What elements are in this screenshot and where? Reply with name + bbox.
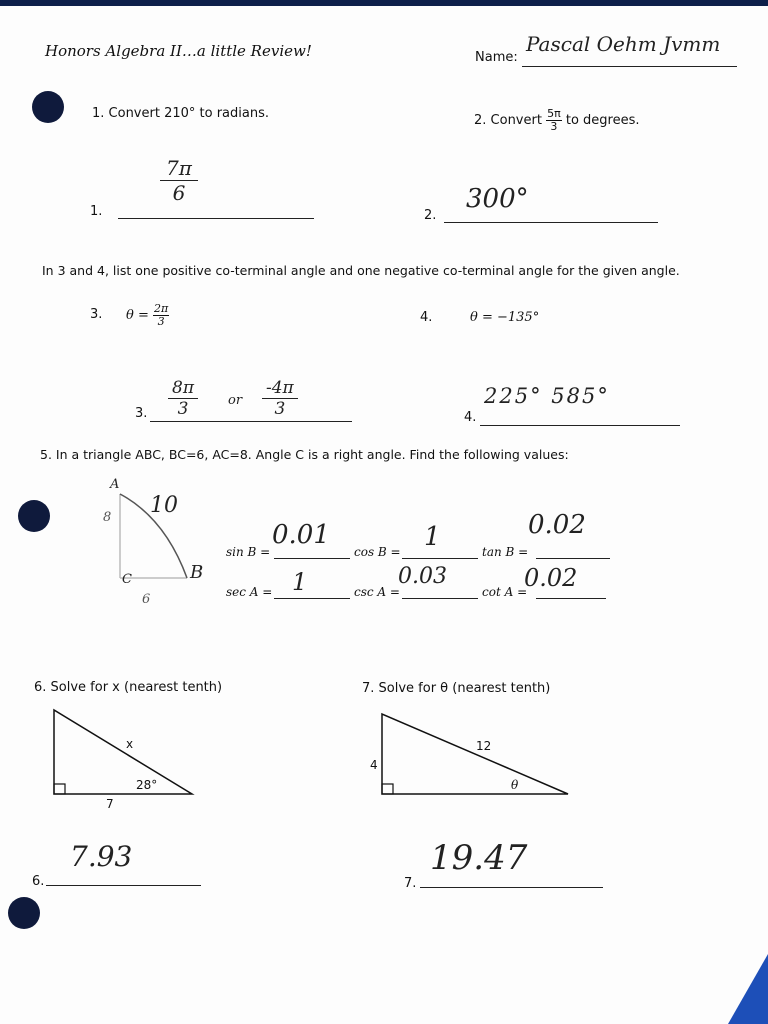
- q6-side-x: x: [126, 737, 134, 751]
- q1-prompt: 1. Convert 210° to radians.: [92, 106, 269, 121]
- q2-prompt: [474, 108, 640, 133]
- cot-a-line: [536, 598, 606, 599]
- csc-a-line: [402, 598, 478, 599]
- q6-answer-label: 6.: [32, 874, 45, 889]
- q1-answer-num: 7π: [160, 156, 198, 181]
- csc-a-label: csc A =: [354, 585, 400, 599]
- cos-b-line: [402, 558, 478, 559]
- q2-answer-label: 2.: [424, 208, 437, 223]
- q7-answer-line: [420, 887, 603, 888]
- q2-prefix: 2. Convert: [474, 113, 542, 129]
- name-line: [522, 66, 737, 67]
- q6-right-angle-mark: [54, 784, 65, 794]
- q4-answer-line: [480, 425, 680, 426]
- binder-hole-bottom: [8, 897, 40, 929]
- q3-answer-a-den: 3: [177, 399, 189, 419]
- q3-frac-den: 3: [157, 315, 165, 329]
- q1-answer: [160, 156, 198, 205]
- q2-frac-den: 3: [550, 120, 558, 134]
- q7-answer: 19.47: [430, 838, 528, 878]
- q1-answer-den: 6: [172, 181, 186, 205]
- sin-b-value: 0.01: [272, 520, 330, 550]
- q5-side-bc: 6: [142, 592, 151, 607]
- q5-side-ac: 8: [103, 510, 112, 525]
- q2-suffix: to degrees.: [565, 113, 640, 129]
- q3-frac-num: 2π: [154, 302, 169, 315]
- q1-answer-label: 1.: [90, 204, 103, 219]
- cos-b-label: cos B =: [354, 545, 401, 559]
- sec-a-value: 1: [292, 568, 308, 596]
- q3-answer-line: [150, 421, 352, 422]
- tan-b-label: tan B =: [482, 545, 529, 559]
- q3-answer-b: [262, 378, 298, 419]
- page-corner: [728, 954, 768, 1024]
- student-name: Pascal Oehm Jvmm: [526, 32, 721, 56]
- binder-hole-top: [32, 91, 64, 123]
- q4-answer-label: 4.: [464, 410, 477, 425]
- q7-answer-label: 7.: [404, 876, 417, 891]
- q3-answer-label: 3.: [135, 406, 148, 421]
- q5-prompt: 5. In a triangle ABC, BC=6, AC=8. Angle C is a right angle. Find the following values:: [40, 447, 569, 462]
- q2-answer-line: [444, 222, 658, 223]
- q5-vertex-b: B: [190, 562, 204, 583]
- q2-frac-num: 5π: [547, 107, 561, 120]
- q2-fraction: [546, 108, 562, 133]
- q6-side-base: 7: [106, 797, 114, 811]
- sin-b-line: [274, 558, 350, 559]
- q7-right-angle-mark: [382, 784, 393, 794]
- q3-answer-b-den: 3: [274, 399, 286, 419]
- q7-side-hyp: 12: [476, 739, 492, 753]
- worksheet-title: Honors Algebra II…a little Review!: [45, 42, 312, 60]
- top-edge: [0, 0, 768, 6]
- q7-side-left: 4: [370, 758, 378, 772]
- sec-a-line: [274, 598, 350, 599]
- q4-answer: 225° 585°: [484, 384, 610, 408]
- cos-b-value: 1: [424, 522, 441, 552]
- q3-expression: [126, 303, 169, 328]
- q4-label: 4.: [420, 310, 433, 325]
- q4-expression: θ = −135°: [470, 310, 540, 325]
- binder-hole-middle: [18, 500, 50, 532]
- tan-b-line: [536, 558, 610, 559]
- name-label: Name:: [475, 50, 518, 65]
- q3-answer-a-num: 8π: [168, 378, 198, 399]
- q5-vertex-c: C: [122, 572, 132, 587]
- q7-angle: θ: [511, 778, 519, 792]
- sec-a-label: sec A =: [226, 585, 273, 599]
- q3-answer-a: [168, 378, 198, 419]
- q6-answer: 7.93: [70, 840, 133, 873]
- csc-a-value: 0.03: [398, 564, 447, 589]
- q7-triangle-outline: [382, 714, 568, 794]
- q3-answer-b-num: -4π: [262, 378, 298, 399]
- instructions-3-4: In 3 and 4, list one positive co-terminal angle and one negative co-terminal angle for the given angle.: [42, 263, 680, 278]
- sin-b-label: sin B =: [226, 545, 271, 559]
- q3-expr-prefix: θ =: [126, 308, 149, 324]
- q6-triangle: [50, 708, 200, 803]
- q6-triangle-outline: [54, 710, 192, 794]
- q3-answer-or: or: [228, 393, 243, 408]
- cot-a-value: 0.02: [524, 564, 578, 592]
- q1-answer-line: [118, 218, 314, 219]
- q7-triangle: [378, 712, 573, 802]
- q2-answer: 300°: [466, 184, 529, 214]
- q7-prompt: 7. Solve for θ (nearest tenth): [362, 681, 551, 696]
- q5-vertex-a: A: [110, 477, 120, 492]
- cot-a-label: cot A =: [482, 585, 528, 599]
- q6-angle: 28°: [136, 778, 158, 792]
- q5-side-ab: 10: [150, 493, 178, 518]
- q6-answer-line: [46, 885, 201, 886]
- tan-b-value: 0.02: [528, 510, 586, 540]
- q6-prompt: 6. Solve for x (nearest tenth): [34, 680, 223, 695]
- q3-fraction: [153, 303, 169, 328]
- q3-label: 3.: [90, 307, 103, 322]
